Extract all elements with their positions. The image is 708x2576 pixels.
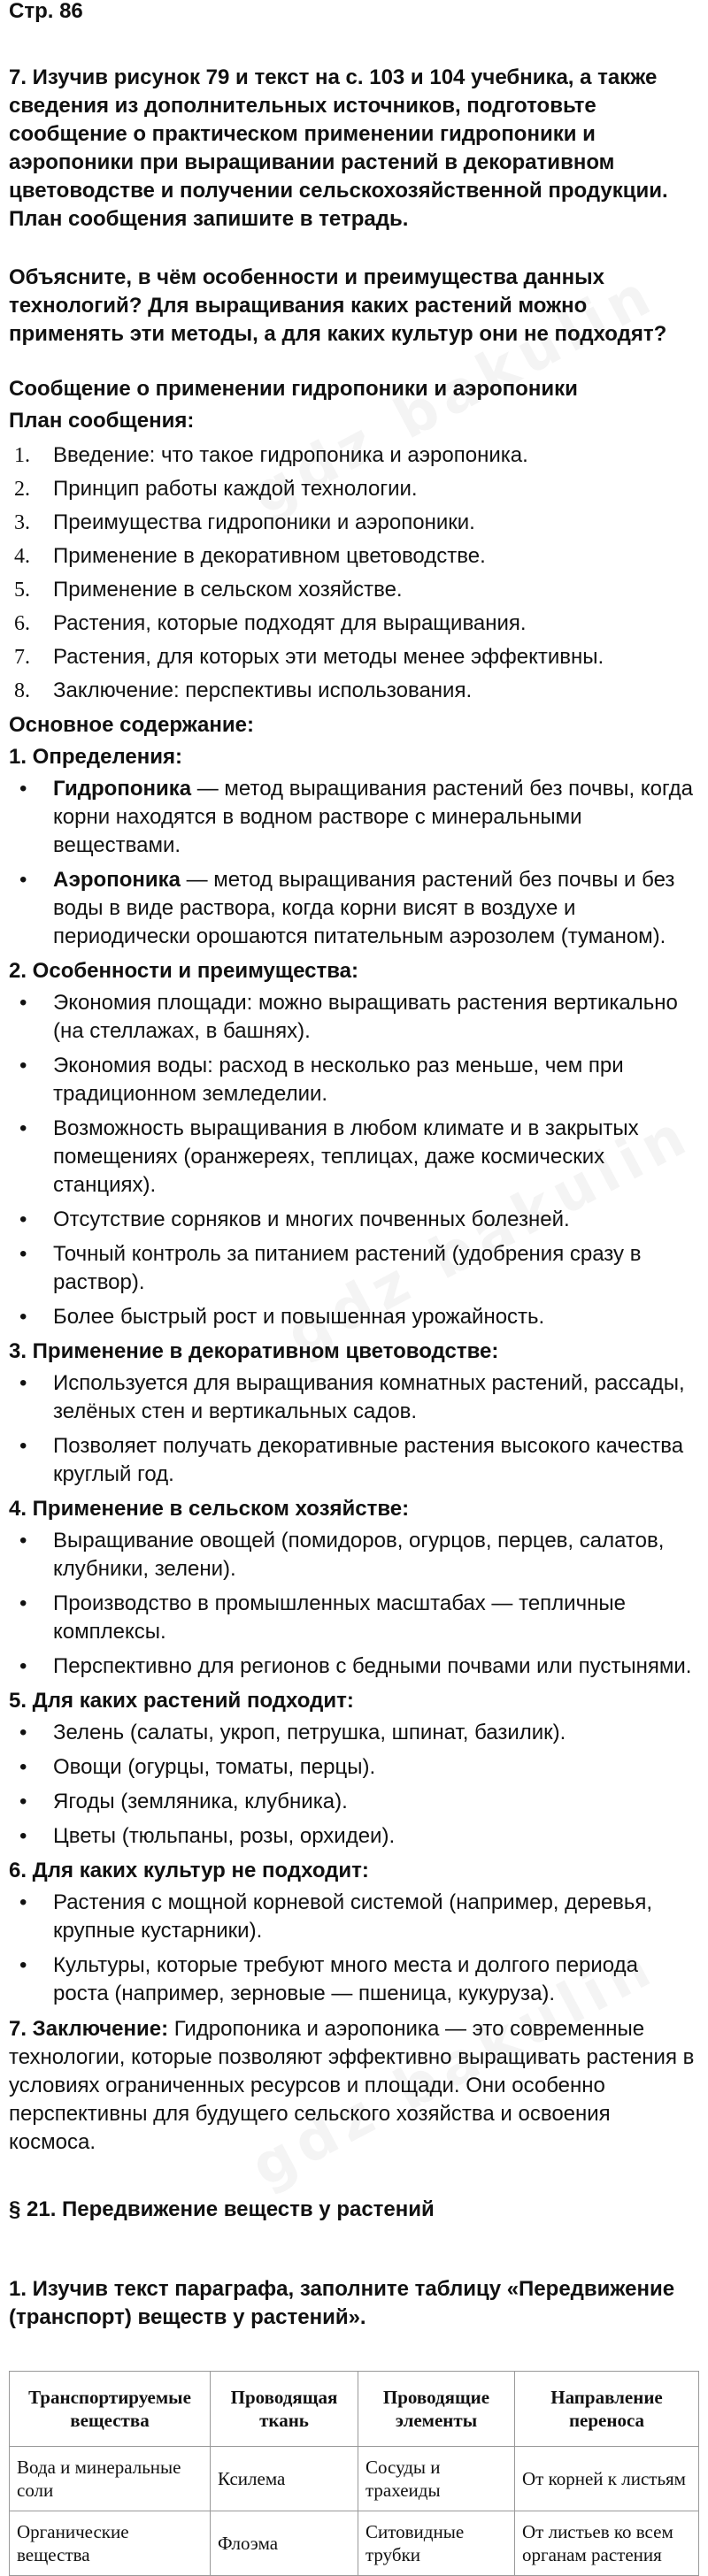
task-21-1-text: 1. Изучив текст параграфа, заполните таблицу «Передвижение (транспорт) веществ у растений». [9,2277,675,2329]
list-item: • Возможность выращивания в любом климате и в закрытых помещениях (оранжереях, теплицах, даже космических станциях). [19,1116,639,1197]
table-cell: От листьев ко всем органам растения [515,2511,699,2576]
content-title: Основное содержание: [9,713,254,737]
list-item: • Более быстрый рост и повышенная урожайность. [19,1305,545,1329]
plan-item: 8. Заключение: перспективы использования. [14,678,473,702]
plan-item: 1. Введение: что такое гидропоника и аэропоника. [14,443,528,467]
plan-item: 3. Преимущества гидропоники и аэропоники. [14,510,475,534]
conclusion-paragraph: 7. Заключение: Гидропоника и аэропоника — это современные технологии, которые позволяют эффективно выращивать растения в условиях ограниченных ресурсов и площади. Они особенно перспективны для будущего сельского хозяйства и освоения космоса. [9,2017,695,2154]
table-cell: Флоэма [211,2511,358,2576]
list-item: • Точный контроль за питанием растений (удобрения сразу в раствор). [19,1242,642,1294]
list-item: • Аэропоника — метод выращивания растений без почвы и без воды в виде раствора, когда корни висят в воздухе и периодически орошаются питательным аэрозолем (туманом). [19,868,675,948]
table-row [10,2447,699,2511]
list-item: • Перспективно для регионов с бедными почвами или пустынями. [19,1654,692,1678]
floriculture-list [9,1369,699,1489]
table-cell: От корней к листьям [515,2447,699,2511]
table-row [10,2511,699,2576]
list-item: • Растения с мощной корневой системой (например, деревья, крупные кустарники). [19,1890,653,1943]
unsuitable-crops-list [9,1889,699,2008]
plan-title: План сообщения: [9,409,195,433]
task-7-text: 7. Изучив рисунок 79 и текст на с. 103 и 104 учебника, а также сведения из дополнительных источников, подготовьте сообщение о практическом применении гидропоники и аэропоники при выращивании растений в декоративном цветоводстве и получении сельскохозяйственной продукции. План сообщения запишите в тетрадь. [9,65,668,231]
plan-item: 7. Растения, для которых эти методы менее эффективны. [14,645,604,669]
list-item: • Используется для выращивания комнатных растений, рассады, зелёных стен и вертикальных садов. [19,1371,685,1423]
section-3-title: 3. Применение в декоративном цветоводстве: [9,1339,499,1363]
plan-list [9,439,699,708]
table-header-row [10,2372,699,2447]
list-item: • Цветы (тюльпаны, розы, орхидеи). [19,1824,396,1848]
list-item: • Выращивание овощей (помидоров, огурцов, перцев, салатов, клубники, зелени). [19,1529,665,1581]
agriculture-list [9,1527,699,1681]
table-cell: Сосуды и трахеиды [358,2447,515,2511]
list-item: • Позволяет получать декоративные растения высокого качества круглый год. [19,1434,684,1486]
list-item: • Ягоды (земляника, клубника). [19,1790,348,1813]
message-title: Сообщение о применении гидропоники и аэропоники [9,377,578,401]
list-item: • Экономия площади: можно выращивать растения вертикально (на стеллажах, в башнях). [19,991,678,1043]
plan-item: 6. Растения, которые подходят для выращивания. [14,611,527,635]
list-item: • Экономия воды: расход в несколько раз меньше, чем при традиционном земледелии. [19,1054,624,1106]
page-number: Стр. 86 [9,0,83,23]
list-item: • Зелень (салаты, укроп, петрушка, шпинат, базилик). [19,1721,566,1744]
list-item: • Овощи (огурцы, томаты, перцы). [19,1755,376,1779]
plan-item: 2. Принцип работы каждой технологии. [14,477,418,501]
question-text: Объясните, в чём особенности и преимущества данных технологий? Для выращивания каких растений можно применять эти методы, а для каких культур они не подходят? [9,265,667,346]
section-21-heading: § 21. Передвижение веществ у растений [9,2197,435,2221]
table-header-cell: Проводящая ткань [211,2372,358,2447]
list-item: • Гидропоника — метод выращивания растений без почвы, когда корни находятся в водном растворе с минеральными веществами. [19,777,693,857]
section-5-title: 5. Для каких растений подходит: [9,1689,354,1713]
section-4-title: 4. Применение в сельском хозяйстве: [9,1497,410,1521]
list-item: • Отсутствие сорняков и многих почвенных болезней. [19,1208,570,1231]
list-item: • Производство в промышленных масштабах — тепличные комплексы. [19,1591,626,1644]
plan-item: 4. Применение в декоративном цветоводстве. [14,544,486,568]
suitable-plants-list [9,1719,699,1851]
table-header-cell: Направление переноса [515,2372,699,2447]
advantages-list [9,989,699,1331]
table-cell: Вода и минеральные соли [10,2447,211,2511]
definitions-list [9,775,699,951]
transport-table [9,2371,699,2576]
table-header-cell: Транспортируемые вещества [10,2372,211,2447]
section-1-title: 1. Определения: [9,745,182,769]
table-header-cell: Проводящие элементы [358,2372,515,2447]
plan-item: 5. Применение в сельском хозяйстве. [14,578,403,602]
section-6-title: 6. Для каких культур не подходит: [9,1859,369,1882]
table-cell: Ситовидные трубки [358,2511,515,2576]
table-cell: Органические вещества [10,2511,211,2576]
list-item: • Культуры, которые требуют много места и долгого периода роста (например, зерновые — пшеница, кукуруза). [19,1953,638,2005]
table-cell: Ксилема [211,2447,358,2511]
section-2-title: 2. Особенности и преимущества: [9,959,359,983]
